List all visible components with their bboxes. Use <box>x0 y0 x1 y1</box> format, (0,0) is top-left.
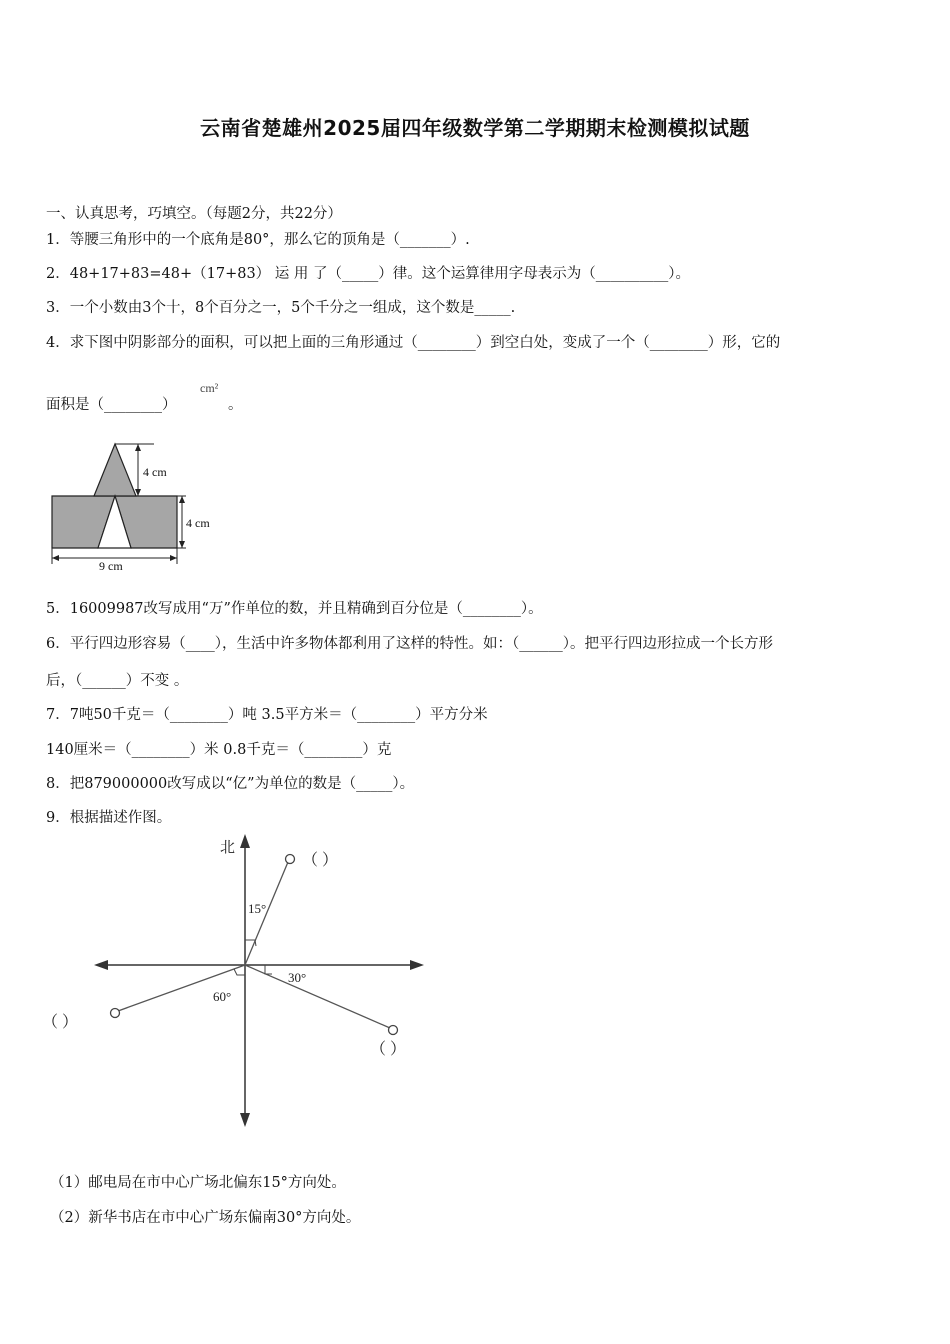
angle-15-label: 15° <box>248 901 267 916</box>
question-7-line-1: 7．7吨50千克＝（________）吨 3.5平方米＝（________）平方分米 <box>46 707 488 723</box>
question-9-1: （1）邮电局在市中心广场北偏东15°方向处。 <box>50 1175 346 1191</box>
angle-30-label: 30° <box>288 970 307 985</box>
blank-se: （ ） <box>370 1041 407 1058</box>
section-heading: 一、认真思考，巧填空。（每题2分，共22分） <box>46 206 342 222</box>
question-3: 3．一个小数由3个十，8个百分之一，5个千分之一组成，这个数是_____. <box>46 300 516 316</box>
blank-sw: （ ） <box>42 1014 79 1031</box>
area-figure <box>46 438 236 578</box>
label-top-height: 4 cm <box>143 465 167 479</box>
label-bottom-width: 9 cm <box>99 559 123 573</box>
question-6-line-1: 6．平行四边形容易（____），生活中许多物体都利用了这样的特性。如：（______）。把平行四边形拉成一个长方形 <box>46 636 773 652</box>
question-7-line-2: 140厘米＝（________）米 0.8千克＝（________）克 <box>46 742 392 758</box>
blank-ne: （ ） <box>302 852 339 869</box>
question-4-end: 。 <box>228 397 243 413</box>
question-2: 2．48+17+83=48+（17+83） 运 用 了（_____）律。这个运算律用字母表示为（__________）。 <box>46 266 691 282</box>
shaded-triangle <box>94 444 136 496</box>
label-right-height: 4 cm <box>186 516 210 530</box>
question-1: 1．等腰三角形中的一个底角是80°，那么它的顶角是（_______）. <box>46 232 470 248</box>
direction-figure <box>40 828 460 1133</box>
question-4-line-1: 4．求下图中阴影部分的面积，可以把上面的三角形通过（________）到空白处，变成了一个（________）形，它的 <box>46 335 781 351</box>
unit-cm2: cm² <box>200 381 219 395</box>
question-4-line-2 <box>46 393 177 414</box>
north-label: 北 <box>220 840 236 856</box>
angle-60-label: 60° <box>213 989 232 1004</box>
point-sw <box>111 1009 120 1018</box>
point-bookstore <box>389 1026 398 1035</box>
question-5: 5．16009987改写成用“万”作单位的数，并且精确到百分位是（________）。 <box>46 601 543 617</box>
page-title: 云南省楚雄州2025届四年级数学第二学期期末检测模拟试题 <box>200 116 750 140</box>
question-6-line-2: 后，（______）不变 。 <box>46 673 189 689</box>
point-post-office <box>286 855 295 864</box>
question-4-text: 面积是（________） <box>46 397 177 413</box>
question-9-2: （2）新华书店在市中心广场东偏南30°方向处。 <box>50 1210 361 1226</box>
question-8: 8．把879000000改写成以“亿”为单位的数是（_____）。 <box>46 776 415 792</box>
question-9: 9．根据描述作图。 <box>46 810 172 826</box>
